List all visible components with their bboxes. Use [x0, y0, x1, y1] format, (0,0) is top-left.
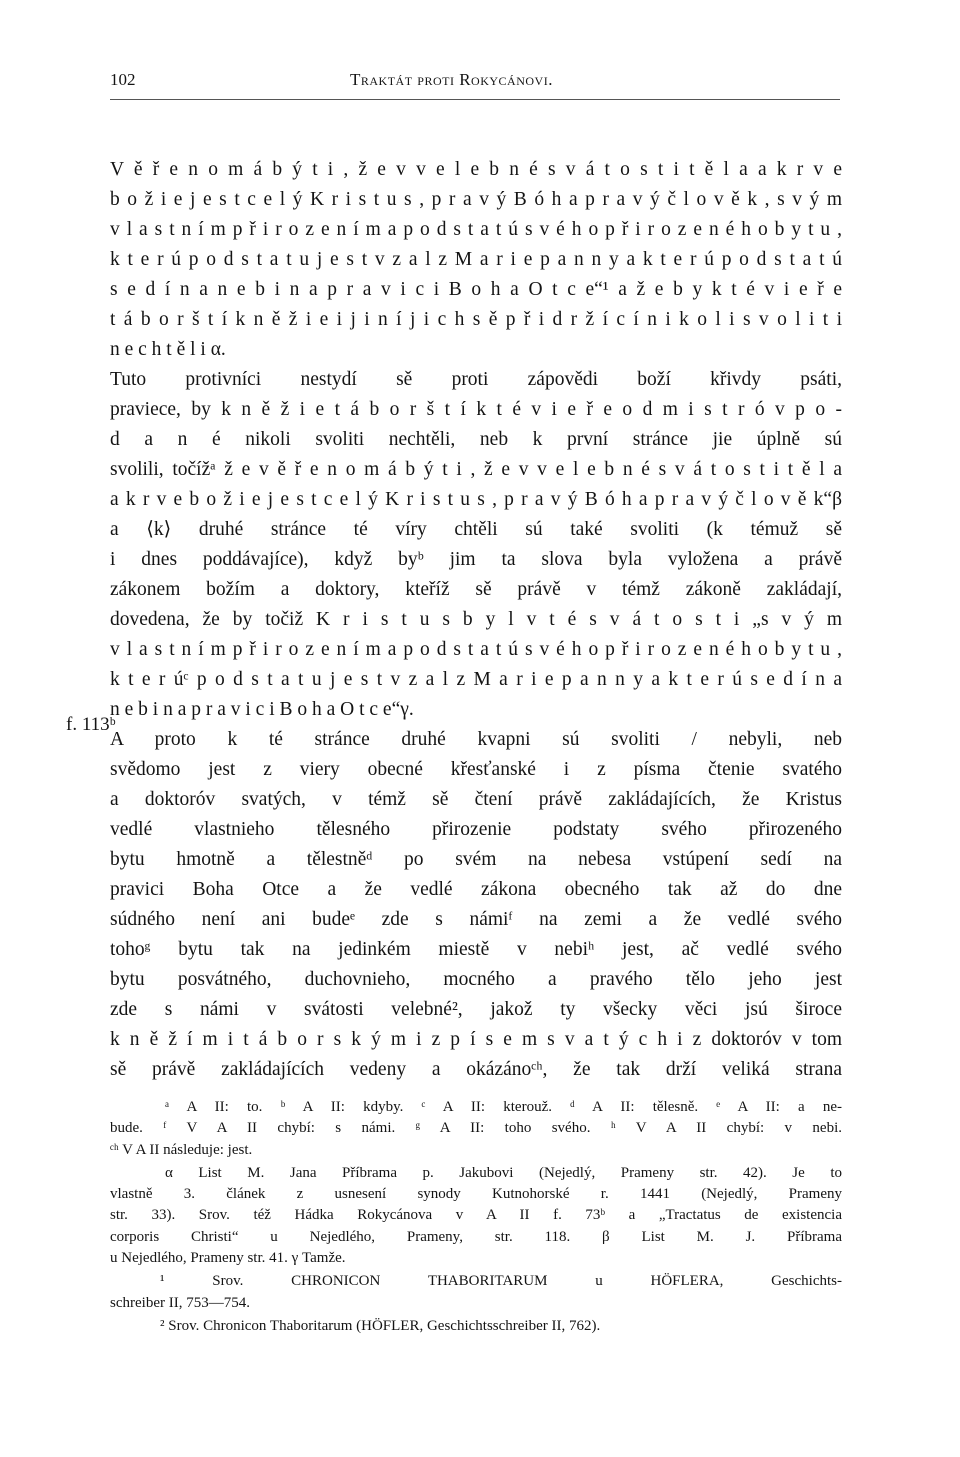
text-line: k t e r úᶜ p o d s t a t u j e s t v z a l z M a r i e p a n n y a k t e r ú s e d í n a: [110, 669, 842, 690]
body-text: [110, 155, 842, 1085]
text-line: A proto k té stránce druhé kvapni sú svoliti / nebyli, neb: [110, 729, 842, 750]
text-line: i dnes poddávajíce), když byᵇ jim ta slova byla vyložena a právě: [110, 549, 842, 570]
text-line: b o ž i e j e s t c e l ý K r i s t u s , p r a v ý B ó h a p r a v ý č l o v ě k , s v ý m: [110, 189, 842, 210]
text-line: v l a s t n í m p ř i r o z e n í m a p o d s t a t ú s v é h o p ř i r o z e n é h o b y t u ,: [110, 219, 842, 240]
text-line: sě právě zakládajících vedeny a okázánoᶜʰ, že tak drží veliká strana: [110, 1059, 842, 1080]
footnote-line: α List M. Jana Příbrama p. Jakubovi (Nejedlý, Prameny str. 42). Je to: [165, 1164, 842, 1181]
text-line: d a n é nikoli svoliti nechtěli, neb k první stránce jie úplně sú: [110, 429, 842, 450]
footnote-line: ᵃ A II: to. ᵇ A II: kdyby. ᶜ A II: kterouž. ᵈ A II: tělesně. ᵉ A II: a ne-: [165, 1099, 842, 1115]
page-number: 102: [110, 70, 136, 89]
footnote-line: str. 33). Srov. též Hádka Rokycánova v A II f. 73ᵇ a „Tractatus de existencia: [110, 1207, 842, 1224]
text-line: n e b i n a p r a v i c i B o h a O t c e“γ.: [110, 699, 414, 720]
text-line: bytu hmotně a tělestněᵈ po svém na nebesa vstúpení sedí na: [110, 849, 842, 870]
running-title: Traktát proti Rokycánovi.: [350, 70, 553, 89]
page-header: [110, 70, 840, 100]
text-line: pravici Boha Otce a že vedlé zákona obecného tak až do dne: [110, 879, 842, 900]
footnote-line: schreiber II, 753—754.: [110, 1294, 250, 1311]
footnote-line: u Nejedlého, Prameny str. 41. γ Tamže.: [110, 1250, 346, 1267]
text-line: n e c h t ě l i α.: [110, 339, 226, 360]
text-line: k t e r ú p o d s t a t u j e s t v z a l z M a r i e p a n n y a k t e r ú p o d s t a t ú: [110, 249, 842, 270]
text-line: vedlé vlastnieho tělesného přirozenie podstaty svého přirozeného: [110, 819, 842, 840]
text-line: a k r v e b o ž i e j e s t c e l ý K r i s t u s , p r a v ý B ó h a p r a v ý č l o v ě k“β: [110, 489, 842, 510]
text-line: praviece, by k n ě ž i e t á b o r š t í k t é v i e ř e o d m i s t r ó v p o -: [110, 399, 842, 420]
text-line: t á b o r š t í k n ě ž i e i j i n í j i c h s ě p ř i d r ž í c í n i k o l i s v o l i t i: [110, 309, 842, 330]
folio-margin-note: f. 113ᵇ: [66, 714, 116, 735]
footnote-line: ² Srov. Chronicon Thaboritarum (HÖFLER, Geschichtsschreiber II, 762).: [160, 1317, 601, 1334]
text-line: súdného není ani budeᵉ zde s námiᶠ na zemi a že vedlé svého: [110, 909, 842, 930]
text-line: k n ě ž í m i t á b o r s k ý m i z p í s e m s v a t ý c h i z doktoróv v tom: [110, 1029, 842, 1050]
text-line: bytu posvátného, duchovnieho, mocného a pravého tělo jeho jest: [110, 969, 842, 990]
footnotes: [110, 1097, 842, 1337]
text-line: v l a s t n í m p ř i r o z e n í m a p o d s t a t ú s v é h o p ř i r o z e n é h o b y t u ,: [110, 639, 842, 660]
footnote-line: corporis Christi“ u Nejedlého, Prameny, str. 118. β List M. J. Příbrama: [110, 1228, 842, 1245]
footnote-line: bude. ᶠ V A II chybí: s námi. ᵍ A II: toho svého. ʰ V A II chybí: v nebi.: [110, 1120, 842, 1137]
header-rule: [110, 99, 840, 100]
text-line: svolili, točížᵃ ž e v ě ř e n o m á b ý t i , ž e v v e l e b n é s v á t o s t i t ě l a: [110, 459, 842, 480]
text-line: svědomo jest z viery obecné křesťanské i z písma čtenie svatého: [110, 759, 842, 780]
text-line: V ě ř e n o m á b ý t i , ž e v v e l e b n é s v á t o s t i t ě l a a k r v e: [110, 159, 842, 180]
text-line: zde s námi v svátosti velebné², jakož ty všecky věci jsú široce: [110, 999, 842, 1020]
text-line: s e d í n a n e b i n a p r a v i c i B o h a O t c e“¹ a ž e b y k t é v i e ř e: [110, 279, 842, 300]
footnote-line: vlastně 3. článek z usnesení synody Kutnohorské r. 1441 (Nejedlý, Prameny: [110, 1186, 842, 1203]
text-line: Tuto protivníci nestydí sě proti zápovědi boží křivdy psáti,: [110, 369, 842, 390]
text-line: tohoᵍ bytu tak na jedinkém miestě v nebiʰ jest, ač vedlé svého: [110, 939, 842, 960]
text-line: a ⟨k⟩ druhé stránce té víry chtěli sú také svoliti (k témuž sě: [110, 519, 842, 540]
footnote-line: ᶜʰ V A II následuje: jest.: [110, 1141, 253, 1158]
text-line: zákonem božím a doktory, kteříž sě právě v témž zákoně zakládají,: [110, 579, 842, 600]
text-line: dovedena, že by točiž K r i s t u s b y l v t é s v á t o s t i „s v ý m: [110, 609, 842, 630]
footnote-line: ¹ Srov. CHRONICON THABORITARUM u HÖFLERA, Geschichts-: [160, 1273, 842, 1290]
text-line: a doktoróv svatých, v témž sě čtení právě zakládajících, že Kristus: [110, 789, 842, 810]
